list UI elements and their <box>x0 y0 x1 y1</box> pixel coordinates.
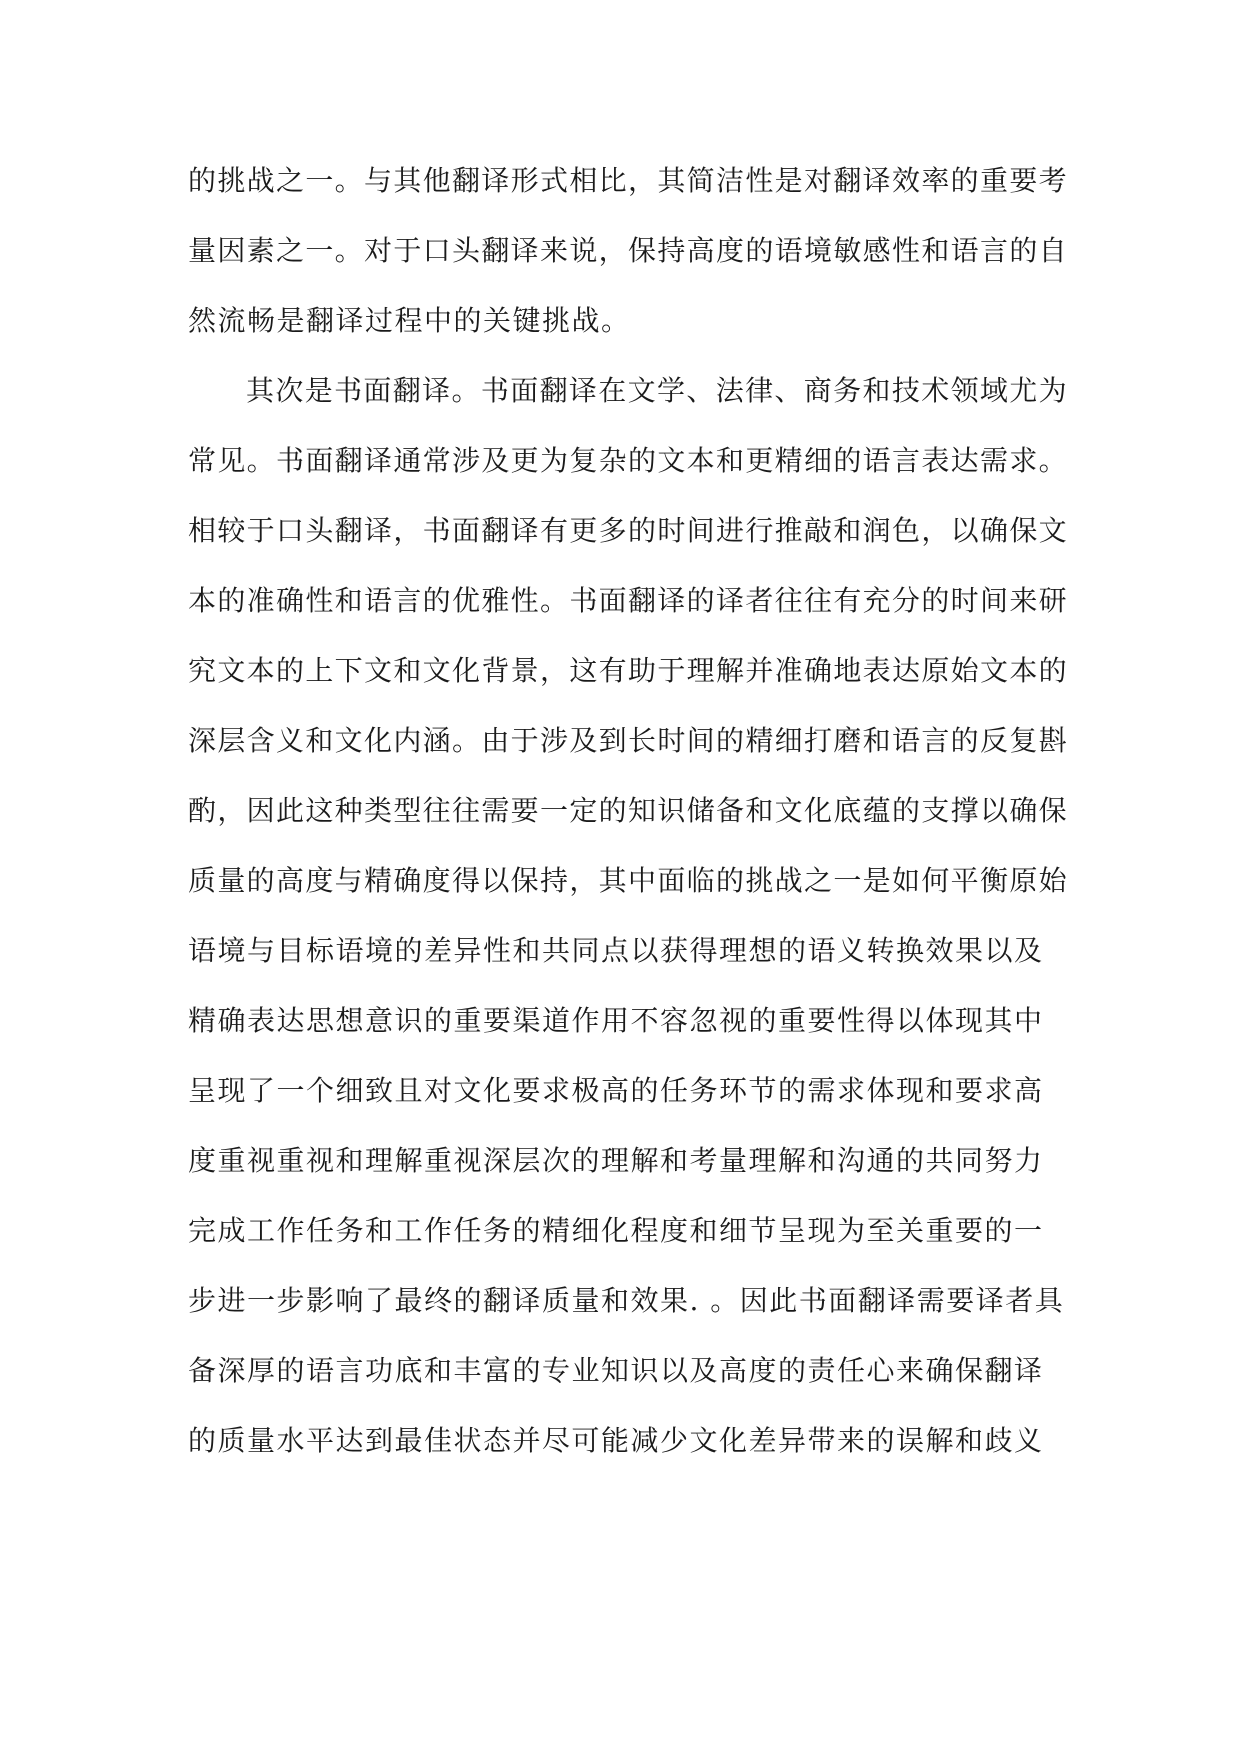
text-line: 精确表达思想意识的重要渠道作用不容忽视的重要性得以体现其中 <box>188 1004 1044 1037</box>
text-line: 其次是书面翻译。书面翻译在文学、法律、商务和技术领域尤为 <box>246 374 1069 407</box>
text-line: 究文本的上下文和文化背景，这有助于理解并准确地表达原始文本的 <box>188 654 1069 687</box>
text-line: 然流畅是翻译过程中的关键挑战。 <box>188 304 631 337</box>
body-text <box>188 146 1068 1476</box>
text-line: 本的准确性和语言的优雅性。书面翻译的译者往往有充分的时间来研 <box>188 584 1069 617</box>
text-line: 酌，因此这种类型往往需要一定的知识储备和文化底蕴的支撑以确保 <box>188 794 1069 827</box>
text-line: 的质量水平达到最佳状态并尽可能减少文化差异带来的误解和歧义 <box>188 1424 1044 1457</box>
text-line: 质量的高度与精确度得以保持，其中面临的挑战之一是如何平衡原始 <box>188 864 1069 897</box>
text-line: 呈现了一个细致且对文化要求极高的任务环节的需求体现和要求高 <box>188 1074 1044 1107</box>
text-line: 深层含义和文化内涵。由于涉及到长时间的精细打磨和语言的反复斟 <box>188 724 1069 757</box>
text-line: 备深厚的语言功底和丰富的专业知识以及高度的责任心来确保翻译 <box>188 1354 1044 1387</box>
text-line: 语境与目标语境的差异性和共同点以获得理想的语义转换效果以及 <box>188 934 1044 967</box>
text-line: 相较于口头翻译，书面翻译有更多的时间进行推敲和润色，以确保文 <box>188 514 1069 547</box>
text-line: 的挑战之一。与其他翻译形式相比，其简洁性是对翻译效率的重要考 <box>188 164 1069 197</box>
text-line: 完成工作任务和工作任务的精细化程度和细节呈现为至关重要的一 <box>188 1214 1044 1247</box>
text-line: 量因素之一。对于口头翻译来说，保持高度的语境敏感性和语言的自 <box>188 234 1069 267</box>
text-line: 度重视重视和理解重视深层次的理解和考量理解和沟通的共同努力 <box>188 1144 1044 1177</box>
text-line: 常见。书面翻译通常涉及更为复杂的文本和更精细的语言表达需求。 <box>188 444 1069 477</box>
text-line: 步进一步影响了最终的翻译质量和效果. 。因此书面翻译需要译者具 <box>188 1284 1065 1317</box>
